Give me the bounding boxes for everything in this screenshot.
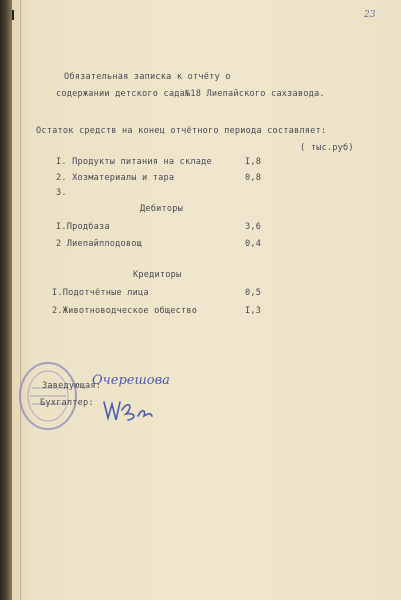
- accountant-signature: [100, 396, 155, 426]
- creditor-1-value: 0,5: [245, 288, 262, 298]
- book-binding: [0, 0, 12, 600]
- creditor-2-value: I,3: [245, 306, 262, 316]
- creditor-1-label: I.Подотчётные лица: [52, 288, 149, 298]
- debtor-1-value: 3,6: [245, 222, 262, 232]
- unit-label: ( тыс.руб): [300, 143, 354, 153]
- creditor-2-label: 2.Животноводческое общество: [52, 306, 198, 316]
- title-line-1: Обязательная записка к отчёту о: [64, 72, 231, 82]
- creditors-heading: Кредиторы: [133, 270, 182, 280]
- debtor-1-label: I.Продбаза: [56, 222, 110, 232]
- round-stamp: [18, 360, 78, 432]
- item-2-value: 0,8: [245, 173, 262, 183]
- debtor-2-value: 0,4: [245, 239, 262, 249]
- head-label: Заведующая:: [42, 381, 102, 391]
- debtors-heading: Дебиторы: [140, 204, 183, 214]
- page-margin-line: [20, 0, 21, 600]
- item-2-label: 2. Хозматериалы и тара: [56, 173, 175, 183]
- item-1-value: I,8: [245, 157, 262, 167]
- item-3-label: 3.: [56, 188, 67, 198]
- accountant-label: Бухгалтер:: [40, 398, 94, 408]
- debtor-2-label: 2 Лиепайплодовощ: [56, 239, 142, 249]
- title-line-2: содержании детского сада№18 Лиепайского сахзавода.: [56, 89, 325, 99]
- corner-mark: [12, 10, 14, 20]
- folio-number: 23: [364, 10, 376, 20]
- head-signature: Очерешова: [92, 373, 170, 388]
- intro-text: Остаток средств на конец отчётного периода составляет:: [36, 126, 327, 136]
- item-1-label: I. Продукты питания на складе: [56, 157, 212, 167]
